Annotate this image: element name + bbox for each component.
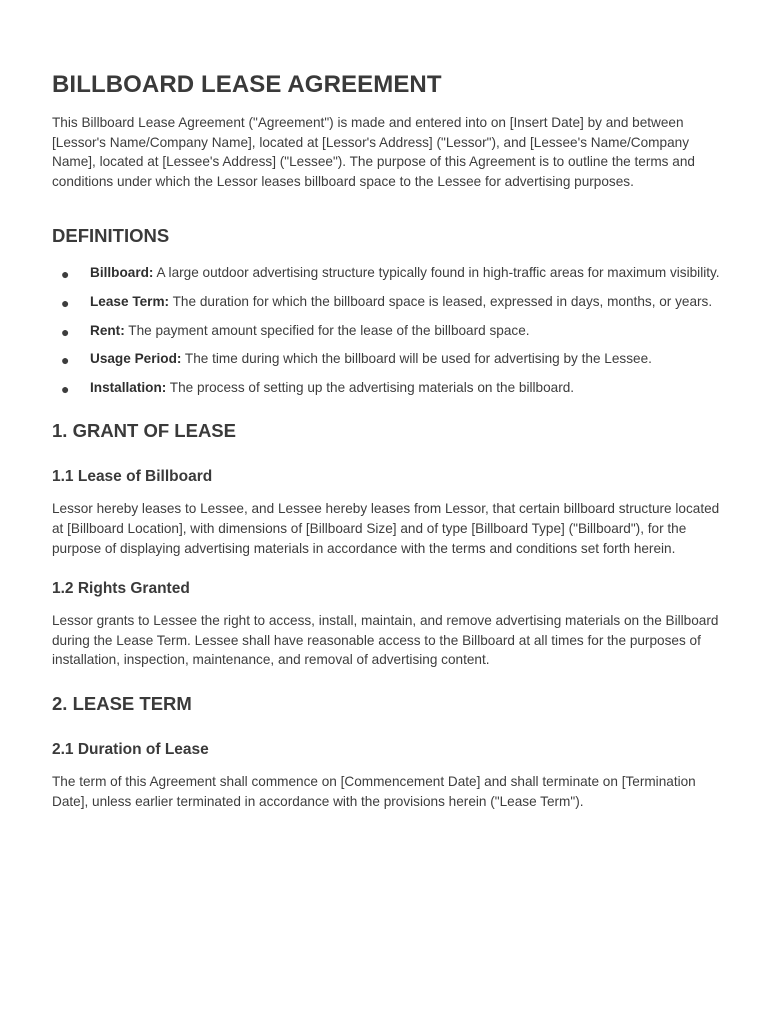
intro-paragraph: This Billboard Lease Agreement ("Agreement") is made and entered into on [Insert Date] by and between [Lessor's Name/Company Name], located at [Lessor's Address] ("Lessor"), and [Lessee's Name/Company Name], located at [Lessee's Address] ("Lessee"). The purpose of this Agreement is to outline the terms and conditions under which the Lessor leases billboard space to the Lessee for advertising purposes. bbox=[52, 115, 695, 189]
definition-item bbox=[52, 321, 720, 341]
bullet-icon: ● bbox=[61, 380, 70, 397]
bullet-icon: ● bbox=[61, 294, 70, 311]
definition-term: Usage Period: bbox=[90, 351, 182, 367]
section-1-heading: 1. GRANT OF LEASE bbox=[52, 420, 236, 442]
definition-text: A large outdoor advertising structure typically found in high-traffic areas for maximum visibility. bbox=[153, 265, 720, 281]
bullet-icon: ● bbox=[61, 323, 70, 340]
definition-text: The payment amount specified for the lease of the billboard space. bbox=[124, 322, 530, 338]
definition-item bbox=[52, 263, 720, 283]
definition-term: Billboard: bbox=[90, 265, 154, 281]
definition-text: The time during which the billboard will be used for advertising by the Lessee. bbox=[181, 351, 652, 367]
definition-term: Lease Term: bbox=[90, 293, 170, 309]
definition-item bbox=[52, 378, 720, 398]
definition-text: The process of setting up the advertising materials on the billboard. bbox=[166, 379, 575, 395]
section-2-1-heading: 2.1 Duration of Lease bbox=[52, 740, 209, 758]
section-1-2-heading: 1.2 Rights Granted bbox=[52, 580, 190, 598]
section-2-1-text: The term of this Agreement shall commence on [Commencement Date] and shall terminate on [Termination Date], unless earlier terminated in accordance with the provisions herein ("Lease Term"). bbox=[52, 773, 696, 809]
section-1-1-text: Lessor hereby leases to Lessee, and Lessee hereby leases from Lessor, that certain billboard structure located at [Billboard Location], with dimensions of [Billboard Size] and of type [Billboard Type] ("Billboard"), for the purpose of displaying advertising materials in accordance with the terms and conditions set forth herein. bbox=[52, 501, 720, 556]
document-title: BILLBOARD LEASE AGREEMENT bbox=[52, 71, 442, 98]
bullet-icon: ● bbox=[61, 352, 70, 369]
section-2-heading: 2. LEASE TERM bbox=[52, 692, 192, 714]
bullet-icon: ● bbox=[61, 266, 70, 283]
section-1-2-text: Lessor grants to Lessee the right to access, install, maintain, and remove advertising materials on the Billboard during the Lease Term. Lessee shall have reasonable access to the Billboard at all times for the purposes of installation, inspection, maintenance, and removal of advertising content. bbox=[52, 613, 719, 668]
definitions-heading: DEFINITIONS bbox=[52, 225, 170, 247]
definition-term: Rent: bbox=[90, 322, 125, 338]
definitions-list bbox=[52, 263, 720, 397]
document-page bbox=[52, 70, 720, 811]
section-1-1-heading: 1.1 Lease of Billboard bbox=[52, 468, 213, 486]
definition-item bbox=[52, 349, 720, 369]
definition-term: Installation: bbox=[90, 379, 167, 395]
definition-item bbox=[52, 292, 720, 312]
definition-text: The duration for which the billboard space is leased, expressed in days, months, or years. bbox=[169, 293, 713, 309]
